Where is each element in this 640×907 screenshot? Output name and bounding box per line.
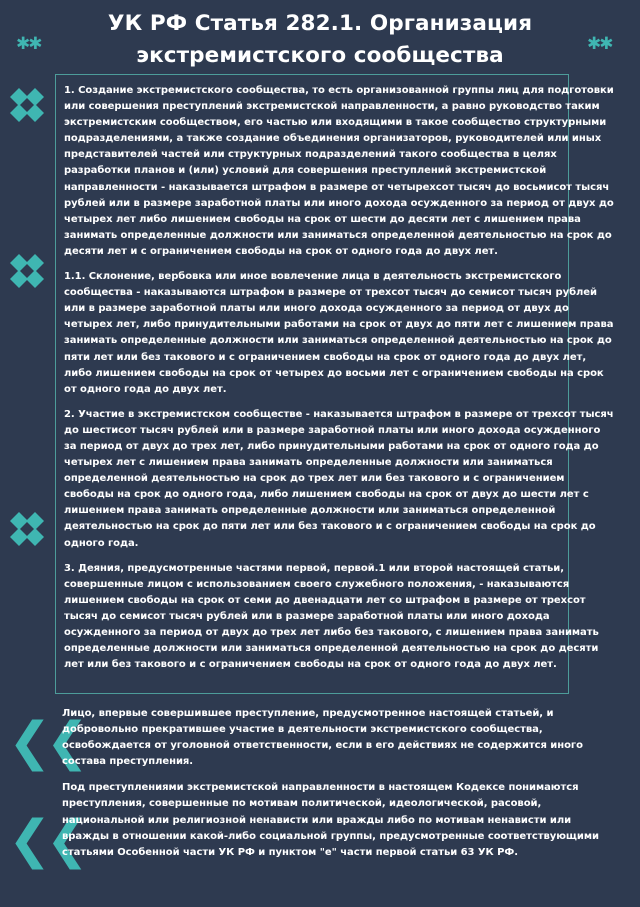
notes — [62, 706, 602, 871]
article-part-1-1: 1.1. Склонение, вербовка или иное вовлечение лица в деятельность экстремистского сообщества - наказываются штрафом в размере от трехсот тысяч до семисот тысяч рублей или в размере заработной платы или иного дохода осужденного за период от двух до четырех лет, либо принудительными работами на срок от двух до пяти лет с лишением права занимать определенные должности или заниматься определенной деятельностью на срок до пяти лет или без такового и с ограничением свободы на срок от одного года до двух лет, либо лишением свободы на срок от четырех до восьми лет с ограничением свободы на срок от одного года до двух лет. — [64, 271, 614, 395]
article-part-3: 3. Деяния, предусмотренные частями первой, первой.1 или второй настоящей статьи, совершенные лицом с использованием своего служебного положения, - наказываются лишением свободы на срок от семи до двенадцати лет со штрафом в размере от трехсот тысяч до семисот тысяч рублей или в размере заработной платы или иного дохода осужденного за период от двух до трех лет либо без такового, с лишением права занимать определенные должности или заниматься определенной деятельностью на срок до десяти лет или без такового и с ограничением свободы на срок от одного года до двух лет. — [64, 562, 599, 671]
quote-marks-icon: ❮❮ — [8, 712, 84, 772]
article-part-2: 2. Участие в экстремистском сообществе - наказывается штрафом в размере от трехсот тысяч до шестисот тысяч рублей или в размере заработной платы или иного дохода осужденного за период от двух до трех лет, либо принудительными работами на срок от одного года до четырех лет с лишением права занимать определенные должности или заниматься определенной деятельностью на срок до трех лет или без такового и с ограничением свободы на срок до одного года, либо лишением свободы на срок от двух до шести лет с лишением права занимать определенные должности или заниматься определенной деятельностью на срок до пяти лет или без такового и с ограничением свободы на срок до одного года. — [64, 408, 614, 549]
article-part-1: 1. Создание экстремистского сообщества, то есть организованной группы лиц для подготовки или совершения преступлений экстремистской направленности, а равно руководство таким экстремистским сообществом, его частью или входящими в такое сообщество структурными подразделениями, а также создание объединения организаторов, руководителей или иных представителей частей или структурных подразделений такого сообщества в целях разработки планов и (или) условий для совершения преступлений экстремистской направленности - наказывается штрафом в размере от четырехсот тысяч до восьмисот тысяч рублей или в размере заработной платы или иного дохода осужденного за период от двух до четырех лет либо лишением свободы на срок от шести до десяти лет с лишением права занимать определенные должности или заниматься определенной деятельностью на срок до десяти лет и с ограничением свободы на срок от одного года до двух лет. — [64, 85, 614, 257]
note-exemption: Лицо, впервые совершившее преступление, предусмотренное настоящей статьей, и добровольно прекратившее участие в деятельности экстремистского сообщества, освобождается от уголовной ответственности, если в его действиях не содержится иного состава преступления. — [62, 708, 583, 768]
quote-marks-icon: ❮❮ — [8, 810, 84, 870]
page-title-line-2: экстремистского сообщества — [136, 43, 504, 68]
page-title-line-1: УК РФ Статья 282.1. Организация — [107, 11, 533, 36]
article-box — [55, 74, 614, 694]
diamond-cluster-icon — [10, 254, 44, 288]
page-title — [70, 8, 570, 72]
asterisk-left-icon: ✱✱ — [16, 34, 41, 54]
diamond-cluster-icon — [10, 88, 44, 122]
asterisk-right-icon: ✱✱ — [587, 34, 612, 54]
note-definition: Под преступлениями экстремистской направленности в настоящем Кодексе понимаются преступления, совершенные по мотивам политической, идеологической, расовой, национальной или религиозной ненависти или вражды либо по мотивам ненависти или вражды в отношении какой-либо социальной группы, предусмотренные соответствующими статьями Особенной части УК РФ и пунктом "е" части первой статьи 63 УК РФ. — [62, 782, 599, 858]
diamond-cluster-icon — [10, 512, 44, 546]
